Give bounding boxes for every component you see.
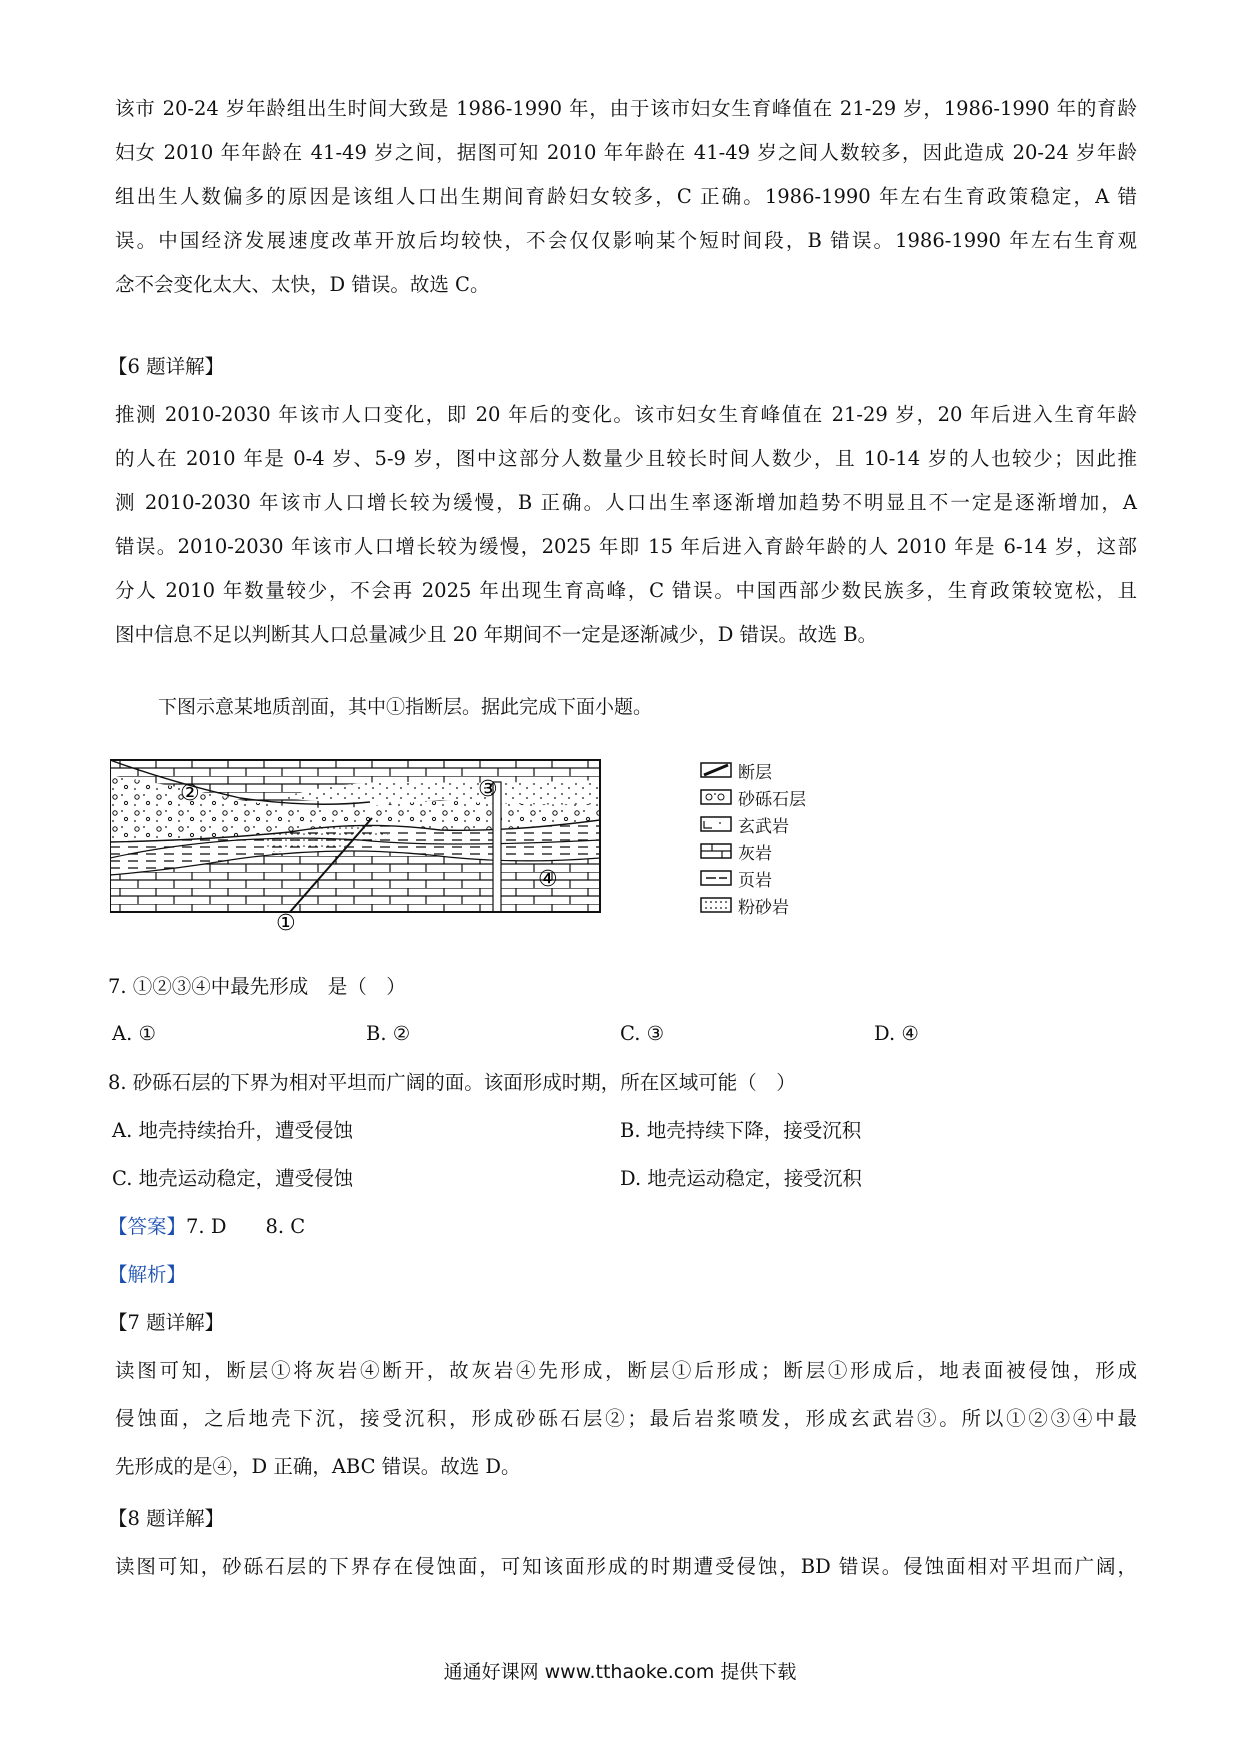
- legend-shale: [700, 865, 772, 891]
- para1-line3: 组出生人数偏多的原因是该组人口出生期间育龄妇女较多，C 正确。1986-1990 年左右生育政策稳定，A 错: [115, 185, 1137, 208]
- figure-intro: 下图示意某地质剖面，其中①指断层。据此完成下面小题。: [158, 696, 653, 718]
- para8-line1: 读图可知，砂砾石层的下界存在侵蚀面，可知该面形成的时期遭受侵蚀，BD 错误。侵蚀面相对平坦而广阔，: [115, 1555, 1137, 1578]
- siltstone-swatch-icon: [700, 896, 734, 914]
- q8-option-a: A. 地壳持续抬升，遭受侵蚀: [112, 1119, 353, 1142]
- legend-gravel-label: 砂砾石层: [738, 789, 806, 810]
- q8-stem: 8. 砂砾石层的下界为相对平坦而广阔的面。该面形成时期，所在区域可能（ ）: [108, 1071, 796, 1094]
- legend-siltstone: [700, 892, 789, 918]
- q8-option-c: C. 地壳运动稳定，遭受侵蚀: [112, 1167, 354, 1190]
- answer-label: 【答案】: [108, 1215, 187, 1238]
- para6-line2: 的人在 2010 年是 0-4 岁、5-9 岁，图中这部分人数量少且较长时间人数少，且 10-14 岁的人也较少；因此推: [115, 447, 1137, 470]
- geologic-section-figure: [110, 740, 700, 950]
- para6-line3: 测 2010-2030 年该市人口增长较为缓慢，B 正确。人口出生率逐渐增加趋势不明显且不一定是逐渐增加，A: [115, 491, 1137, 514]
- q7-option-b: B. ②: [366, 1022, 411, 1045]
- fault-swatch-icon: [700, 761, 734, 779]
- label-2: ②: [180, 781, 200, 806]
- heading-q8-detail: 【8 题详解】: [108, 1507, 225, 1530]
- legend-limestone: [700, 838, 772, 864]
- para1-line5: 念不会变化太大、太快，D 错误。故选 C。: [115, 273, 490, 296]
- q8-option-d: D. 地壳运动稳定，接受沉积: [620, 1167, 862, 1190]
- para6-line6: 图中信息不足以判断其人口总量减少且 20 年期间不一定是逐渐减少，D 错误。故选 B。: [115, 623, 878, 646]
- label-4: ④: [538, 867, 558, 892]
- analysis-label: 【解析】: [108, 1263, 187, 1286]
- label-1: ①: [276, 911, 296, 936]
- legend-siltstone-label: 粉砂岩: [738, 897, 789, 918]
- legend-basalt-label: 玄武岩: [738, 816, 789, 837]
- q7-stem: 7. ①②③④中最先形成 是（ ）: [108, 975, 406, 998]
- para7-line2: 侵蚀面，之后地壳下沉，接受沉积，形成砂砾石层②；最后岩浆喷发，形成玄武岩③。所以①②③④中最: [115, 1407, 1137, 1430]
- q7-option-c: C. ③: [620, 1022, 665, 1045]
- para1-line1: 该市 20-24 岁年龄组出生时间大致是 1986-1990 年，由于该市妇女生育峰值在 21-29 岁，1986-1990 年的育龄: [115, 97, 1137, 120]
- q8-option-b: B. 地壳持续下降，接受沉积: [620, 1119, 862, 1142]
- basalt-swatch-icon: [700, 815, 734, 833]
- footer-source: 通通好课网 www.tthaoke.com 提供下载: [443, 1661, 797, 1683]
- gravel-swatch-icon: [700, 788, 734, 806]
- legend-shale-label: 页岩: [738, 870, 772, 891]
- legend-fault-label: 断层: [738, 762, 772, 783]
- answer-text: 7. D 8. C: [186, 1215, 306, 1238]
- q7-option-a: A. ①: [112, 1022, 156, 1045]
- heading-q7-detail: 【7 题详解】: [108, 1311, 225, 1334]
- legend-limestone-label: 灰岩: [738, 843, 772, 864]
- heading-q6-detail: 【6 题详解】: [108, 355, 225, 378]
- para1-line4: 误。中国经济发展速度改革开放后均较快，不会仅仅影响某个短时间段，B 错误。1986-1990 年左右生育观: [115, 229, 1137, 252]
- para6-line1: 推测 2010-2030 年该市人口变化，即 20 年后的变化。该市妇女生育峰值在 21-29 岁，20 年后进入生育年龄: [115, 403, 1137, 426]
- q7-option-d: D. ④: [874, 1022, 919, 1045]
- limestone-swatch-icon: [700, 842, 734, 860]
- legend-gravel: [700, 784, 806, 810]
- shale-swatch-icon: [700, 869, 734, 887]
- legend-basalt: [700, 811, 789, 837]
- para7-line1: 读图可知，断层①将灰岩④断开，故灰岩④先形成，断层①后形成；断层①形成后，地表面被侵蚀，形成: [115, 1359, 1137, 1382]
- para1-line2: 妇女 2010 年年龄在 41-49 岁之间，据图可知 2010 年年龄在 41-49 岁之间人数较多，因此造成 20-24 岁年龄: [115, 141, 1137, 164]
- label-3: ③: [478, 777, 498, 802]
- para6-line5: 分人 2010 年数量较少，不会再 2025 年出现生育高峰，C 错误。中国西部少数民族多，生育政策较宽松，且: [115, 579, 1137, 602]
- para7-line3: 先形成的是④，D 正确，ABC 错误。故选 D。: [115, 1455, 521, 1478]
- legend-fault: [700, 757, 772, 783]
- answer-line: [108, 1212, 305, 1242]
- para6-line4: 错误。2010-2030 年该市人口增长较为缓慢，2025 年即 15 年后进入育龄年龄的人 2010 年是 6-14 岁，这部: [115, 535, 1137, 558]
